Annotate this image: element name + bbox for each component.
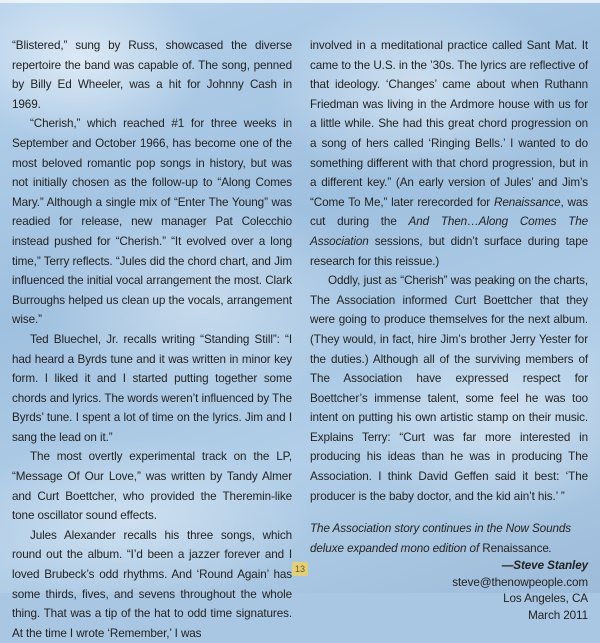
- signature-date: March 2011: [528, 608, 588, 622]
- signature-name: —Steve Stanley: [501, 559, 588, 573]
- paragraph-message-of-our-love: The most overtly experimental track on the LP, “Message Of Our Love,” was written by Tandy Almer and Curt Boettcher, who provided the Theremin-like tone oscillator sound effects.: [12, 450, 292, 523]
- right-text-column: [310, 36, 588, 624]
- paragraph-blistered: “Blistered,” sung by Russ, showcased the diverse repertoire the band was capable of. The song, penned by Billy Ed Wheeler, was a hit for Johnny Cash in 1969.: [12, 39, 292, 111]
- paragraph-sant-mat: involved in a meditational practice called Sant Mat. It came to the U.S. in the ’30s. The lyrics are reflective of that ideology. ‘Changes’ came about when Ruthann Friedman was living in the Ardmore house with us for a little while. She had this great chord progression on a song of hers called ‘Ringing Bells.’ I wanted to do something different with that chord progression, but in a different key.” (An early version of Jules’ and Jim’s “Come To Me,” later rerecorded for Renaissance, was cut during the And Then…Along Comes The Association sessions, but didn’t surface during tape research for this reissue.): [310, 39, 589, 268]
- page-number: 13: [292, 562, 308, 576]
- continuation-note: The Association story continues in the Now Sounds deluxe expanded mono edition of Renaissance.: [310, 522, 572, 555]
- paragraph-standing-still: Ted Bluechel, Jr. recalls writing “Standing Still”: “I had heard a Byrds tune and it was written in minor key form. I liked it and I started putting together some chords and lyrics. The words weren’t influenced by The Byrds’ tune. I spent a lot of time on the lyrics. Jim and I sang the lead on it.”: [12, 332, 292, 444]
- signature-email: steve@thenowpeople.com: [452, 575, 588, 589]
- note-album-title: Renaissance: [482, 541, 549, 555]
- album-title-along-comes: And Then…Along Comes The Association: [310, 215, 588, 248]
- paragraph-cherish: “Cherish,” which reached #1 for three weeks in September and October 1966, has become one of the most beloved romantic pop songs in history, but was not initially chosen as the follow-up to “Along Comes Mary.” Although a single mix of “Enter The Young” was readied for release, new manager Pat Colecchio instead pushed for “Cherish.” “It evolved over a long time,” Terry reflects. “Jules did the chord chart, and Jim influenced the initial vocal arrangement the most. Clark Burroughs helped us clean up the vocals, arrangement wise.”: [12, 117, 292, 327]
- paragraph-oddly: Oddly, just as “Cherish” was peaking on the charts, The Association informed Curt Boettcher that they were going to produce themselves for the next album. (They would, in fact, hire Jim’s brother Jerry Yester for the duties.) Although all of the surviving members of The Association have expressed respect for Boettcher’s immense talent, some feel he was too intent on putting his own artistic stamp on their music. Explains Terry: “Curt was far more interested in producing his ideas than he was in producing The Association. I think David Geffen said it best: ‘The producer is the baby doctor, and the kid ain’t his.’ ”: [310, 274, 588, 503]
- paragraph-jules-alexander: Jules Alexander recalls his three songs, which round out the album. “I’d been a jazzer forever and I loved Brubeck’s odd rhythms. And ‘Round Again’ has some thirds, fives, and sevens throughout the whole thing. That was a tip of the hat to odd time signatures. At the time I wrote ‘Remember,’ I was: [12, 528, 292, 640]
- page-top-edge: [0, 0, 600, 3]
- album-title-renaissance: Renaissance: [494, 195, 561, 209]
- left-text-column: [12, 36, 292, 643]
- signature-location: Los Angeles, CA: [503, 592, 588, 606]
